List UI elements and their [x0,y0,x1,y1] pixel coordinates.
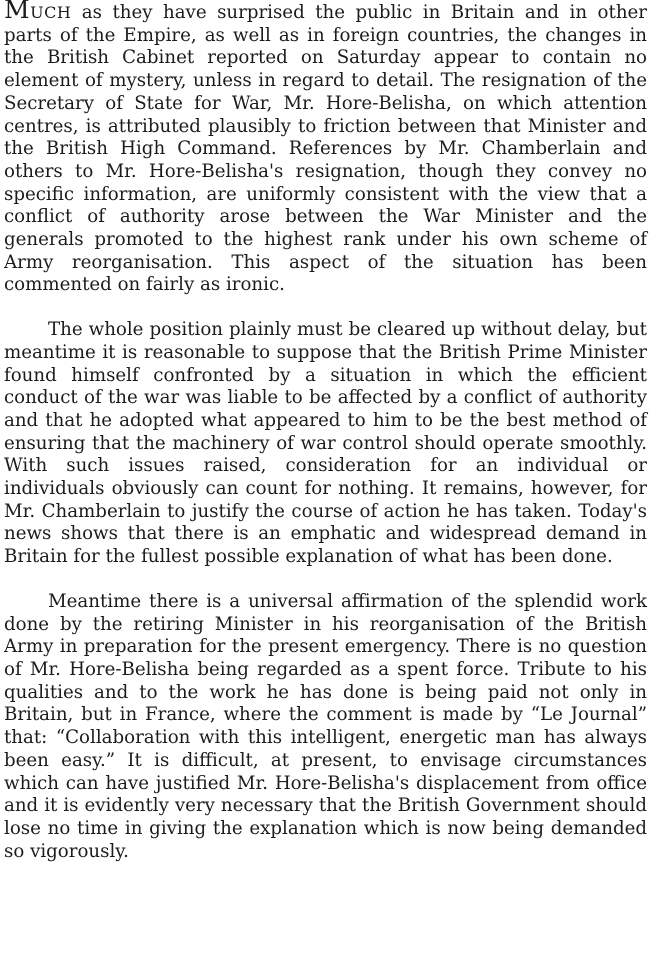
article-paragraph-3: Meantime there is a universal affirmation of the splendid work done by the retiring Minister in his reorganisation of the British Army in preparation for the present emergency. There is no question of Mr. Hore-Belisha being regarded as a spent force. Tribute to his qualities and to the work he has done is being paid not only in Britain, but in France, where the comment is made by “Le Journal” that: “Collaboration with this intelligent, energetic man has always been easy.” It is difficult, at present, to envisage circumstances which can have justified Mr. Hore-Belisha's displacement from office and it is evidently very necessary that the British Government should lose no time in giving the explanation which is now being demanded so vigorously. [4,590,647,862]
paragraph-1-body: as they have surprised the public in Britain and in other parts of the Empire, as well as in foreign countries, the changes in the British Cabinet reported on Saturday appear to contain no element of mystery, unless in regard to detail. The resignation of the Secretary of State for War, Mr. Hore-Belisha, on which attention centres, is attributed plausibly to friction between that Minister and the British High Command. References by Mr. Chamberlain and others to Mr. Hore-Belisha's resignation, though they convey no specific information, are uniformly consistent with the view that a conflict of authority arose between the War Minister and the generals promoted to the highest rank under his own scheme of Army reorganisation. This aspect of the situation has been commented on fairly as ironic. [4,2,647,296]
article-paragraph-2: The whole position plainly must be cleared up without delay, but meantime it is reasonable to suppose that the British Prime Minister found himself confronted by a situation in which the efficient conduct of the war was liable to be affected by a conflict of authority and that he adopted what appeared to him to be the best method of ensuring that the machinery of war control should operate smoothly. With such issues raised, consideration for an individual or individuals obviously can count for nothing. It remains, however, for Mr. Chamberlain to justify the course of action he has taken. Today's news shows that there is an emphatic and widespread demand in Britain for the fullest possible explanation of what has been done. [4,319,647,568]
drop-cap-initial: M [4,0,31,24]
lead-word-rest: UCH [30,3,72,22]
article-paragraph-1 [4,0,647,297]
newspaper-article [4,0,647,863]
